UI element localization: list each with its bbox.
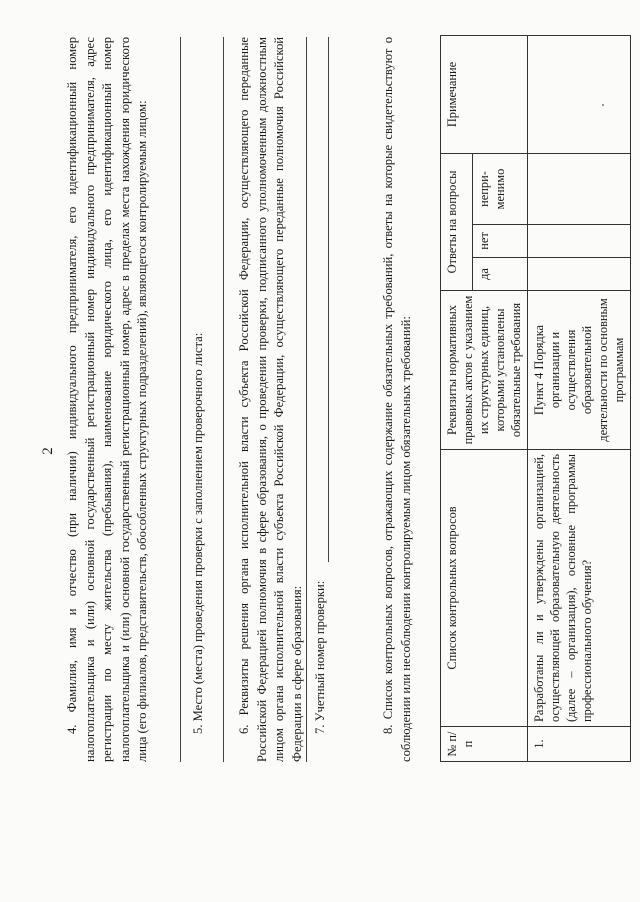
section-4-paragraph [64, 37, 152, 762]
header-note: Примечание [441, 36, 528, 154]
header-num: № п/п [441, 727, 528, 762]
row-answer-no[interactable] [528, 225, 631, 258]
page-number: 2 [40, 447, 56, 455]
header-na: непри-менимо [473, 154, 528, 225]
row-note[interactable] [528, 36, 631, 154]
header-questions: Список контрольных вопросов [441, 450, 528, 727]
header-requisites: Реквизиты нормативных правовых актов с указанием их структурных единиц, которыми установлены обязательные требования [441, 291, 528, 450]
section-4-text: 4. Фамилия, имя и отчество (при наличии) индивидуального предпринимателя, его идентификационный номер налогоплательщика и (или) основной государственный регистрационный номер индивидуального предпринимателя, адрес регистрации по месту жительства (пребывания), наименование юридического лица, его идентификационный номер налогоплательщика и (или) основной государственный регистрационный номер, адрес в пределах места нахождения юридического лица (его филиалов, представительств, обособленных структурных подразделений), являющегося контролируемым лицом: [65, 37, 150, 762]
row-requisite: Пункт 4 Порядка организации и осуществления образовательной деятельности по основным программам [528, 291, 631, 450]
row-num: 1. [528, 727, 631, 762]
section-7-fill-line [328, 37, 329, 562]
header-no: нет [473, 225, 528, 258]
section-6-paragraph [236, 37, 306, 762]
section-8-text: 8. Список контрольных вопросов, отражающих содержание обязательных требований, ответы на которые свидетельствуют о соблюдении или несоблюдении контролируемым лицом обязательных требований: [381, 37, 413, 762]
section-5-paragraph [190, 37, 208, 762]
header-answers: Ответы на вопросы [441, 154, 473, 291]
row-answer-yes[interactable] [528, 258, 631, 291]
header-yes: да [473, 258, 528, 291]
section-5-text: 5. Место (места) проведения проверки с заполнением проверочного листа: [191, 332, 205, 734]
section-8-paragraph [380, 37, 415, 762]
checklist-table [440, 35, 631, 762]
section-6-fill-line [306, 37, 307, 762]
section-5-fill-line [223, 37, 224, 762]
scan-speck [602, 104, 604, 106]
table-row [528, 36, 631, 762]
section-7-paragraph [312, 37, 330, 762]
table-header-row [441, 36, 473, 762]
section-6-text: 6. Реквизиты решения органа исполнительной власти субъекта Российской Федерации, осуществляющего переданные Российской Федерацией полномочия в сфере образования, о проведении проверки, подписанного уполномоченным должностным лицом органа исполнительной власти субъекта Российской Федерации, осуществляющего переданные полномочия Российской Федерации в сфере образования: [237, 37, 304, 762]
section-7-text: 7. Учетный номер проверки: [313, 580, 327, 734]
row-question: Разработаны ли и утверждены организацией, осуществляющей образовательную деятельность (далее – организация), основные программы профессионального обучения? [528, 450, 631, 727]
row-answer-na[interactable] [528, 154, 631, 225]
section-4-fill-line [180, 37, 181, 762]
